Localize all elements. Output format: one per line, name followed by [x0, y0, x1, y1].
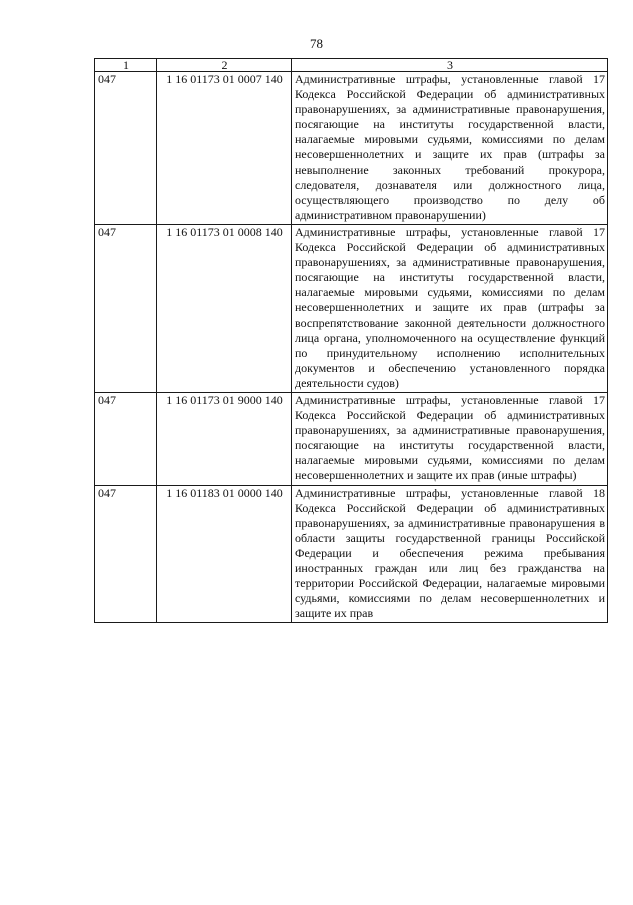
kbk-code-cell: 1 16 01183 01 0000 140	[157, 485, 292, 623]
kbk-code-cell: 1 16 01173 01 0007 140	[157, 72, 292, 225]
budget-codes-table	[94, 58, 608, 623]
description-cell: Административные штрафы, установленные главой 17 Кодекса Российской Федерации об административных правонарушениях, за административные правонарушения, посягающие на институты государственной власти, налагаемые мировыми судьями, комиссиями по делам несовершеннолетних и защите их прав (штрафы за невыполнение законных требований прокурора, следователя, дознавателя или должностного лица, осуществляющего производство по делу об административном правонарушении)	[292, 72, 608, 225]
kbk-code-cell: 1 16 01173 01 9000 140	[157, 392, 292, 485]
column-header-3: 3	[292, 59, 608, 72]
admin-code-cell: 047	[95, 392, 157, 485]
admin-code-cell: 047	[95, 485, 157, 623]
kbk-code-cell: 1 16 01173 01 0008 140	[157, 224, 292, 392]
description-cell: Административные штрафы, установленные главой 17 Кодекса Российской Федерации об административных правонарушениях, за административные правонарушения, посягающие на институты государственной власти, налагаемые мировыми судьями, комиссиями по делам несовершеннолетних и защите их прав (штрафы за воспрепятствование законной деятельности должностного лица органа, уполномоченного на осуществление функций по принудительному исполнению исполнительных документов и обеспечению установленного порядка деятельности судов)	[292, 224, 608, 392]
column-header-1: 1	[95, 59, 157, 72]
description-cell: Административные штрафы, установленные главой 18 Кодекса Российской Федерации об административных правонарушениях, за административные правонарушения в области защиты государственной границы Российской Федерации и обеспечения режима пребывания иностранных граждан или лиц без гражданства на территории Российской Федерации, налагаемые мировыми судьями, комиссиями по делам несовершеннолетних и защите их прав	[292, 485, 608, 623]
admin-code-cell: 047	[95, 224, 157, 392]
page-number: 78	[310, 36, 323, 51]
admin-code-cell: 047	[95, 72, 157, 225]
table-row	[95, 224, 608, 392]
description-cell: Административные штрафы, установленные главой 17 Кодекса Российской Федерации об административных правонарушениях, за административные правонарушения, посягающие на институты государственной власти, налагаемые мировыми судьями, комиссиями по делам несовершеннолетних и защите их прав (иные штрафы)	[292, 392, 608, 485]
table-row	[95, 392, 608, 485]
column-header-2: 2	[157, 59, 292, 72]
table-header-row	[95, 59, 608, 72]
table-row	[95, 72, 608, 225]
table-row	[95, 485, 608, 623]
